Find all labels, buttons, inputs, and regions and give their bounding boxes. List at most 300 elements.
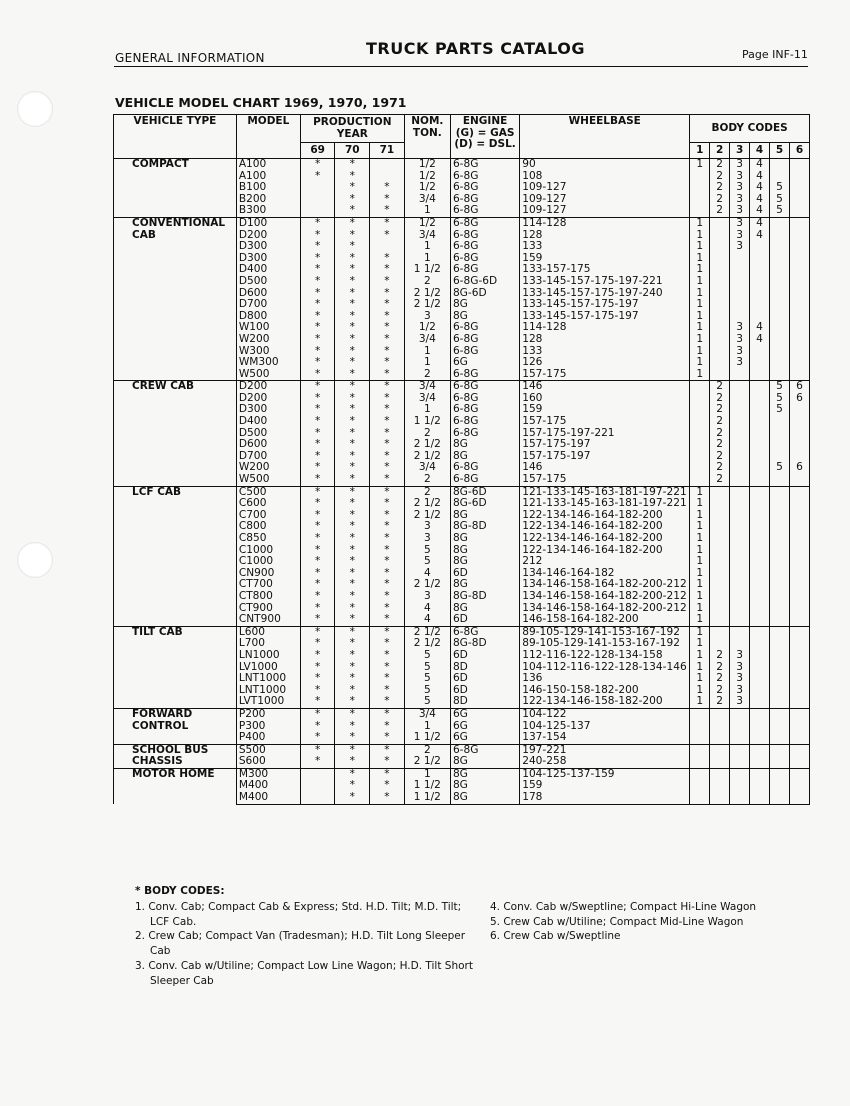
engine-cell: 6-8G: [450, 428, 519, 440]
c1-cell: 1: [690, 673, 710, 685]
c3-cell: [730, 276, 750, 288]
engine-cell: 8D: [450, 696, 519, 708]
c5-cell: [770, 253, 790, 265]
engine-cell: 8D: [450, 662, 519, 674]
y70-cell: *: [335, 416, 370, 428]
engine-cell: 6-8G: [450, 381, 519, 393]
c4-cell: [750, 299, 770, 311]
y70-cell: *: [335, 462, 370, 474]
c2-cell: [710, 744, 730, 756]
y70-cell: *: [335, 756, 370, 768]
c5-cell: [770, 756, 790, 768]
c3-cell: [730, 780, 750, 792]
model-cell: CT800: [236, 591, 300, 603]
c6-cell: [789, 591, 809, 603]
c4-cell: [750, 264, 770, 276]
c6-cell: [789, 439, 809, 451]
c2-cell: [710, 264, 730, 276]
y71-cell: *: [370, 673, 405, 685]
y70-cell: *: [335, 171, 370, 183]
c6-cell: [789, 182, 809, 194]
c3-cell: [730, 744, 750, 756]
y70-cell: *: [335, 322, 370, 334]
c6-cell: [789, 708, 809, 720]
wb-cell: 122-134-146-164-182-200: [520, 533, 690, 545]
c3-cell: [730, 756, 750, 768]
c2-cell: 2: [710, 194, 730, 206]
y71-cell: *: [370, 439, 405, 451]
binder-hole: [17, 542, 53, 578]
engine-cell: 6D: [450, 685, 519, 697]
wb-cell: 133-145-157-175-197: [520, 299, 690, 311]
c2-cell: 2: [710, 462, 730, 474]
y71-cell: *: [370, 217, 405, 229]
c3-cell: [730, 264, 750, 276]
c5-cell: [770, 416, 790, 428]
engine-cell: 8G: [450, 439, 519, 451]
wb-cell: 133-145-157-175-197: [520, 311, 690, 323]
c6-cell: [789, 756, 809, 768]
c4-cell: 4: [750, 322, 770, 334]
ton-cell: 3/4: [404, 708, 450, 720]
wb-cell: 121-133-145-163-181-197-221: [520, 498, 690, 510]
c5-cell: [770, 322, 790, 334]
c1-cell: 1: [690, 486, 710, 498]
ton-cell: 2: [404, 369, 450, 381]
y69-cell: *: [300, 439, 335, 451]
c4-cell: [750, 428, 770, 440]
c3-cell: [730, 439, 750, 451]
c5-cell: 5: [770, 194, 790, 206]
y69-cell: [300, 205, 335, 217]
c2-cell: 2: [710, 673, 730, 685]
note-item: 5. Crew Cab w/Utiline; Compact Mid-Line Wagon: [490, 915, 744, 928]
c4-cell: [750, 533, 770, 545]
c1-cell: [690, 756, 710, 768]
model-cell: W500: [236, 474, 300, 486]
c6-cell: [789, 474, 809, 486]
c4-cell: [750, 591, 770, 603]
c5-cell: [770, 474, 790, 486]
engine-cell: 8G: [450, 299, 519, 311]
model-cell: C1000: [236, 556, 300, 568]
y69-cell: [300, 792, 335, 804]
c6-cell: [789, 780, 809, 792]
c2-cell: [710, 521, 730, 533]
y71-cell: *: [370, 650, 405, 662]
y71-cell: *: [370, 288, 405, 300]
y71-cell: *: [370, 311, 405, 323]
c5-cell: [770, 556, 790, 568]
c2-cell: [710, 230, 730, 242]
y70-cell: *: [335, 545, 370, 557]
c1-cell: [690, 439, 710, 451]
y70-cell: *: [335, 451, 370, 463]
y71-cell: *: [370, 626, 405, 638]
model-cell: LVT1000: [236, 696, 300, 708]
wb-cell: 133: [520, 346, 690, 358]
y69-cell: *: [300, 486, 335, 498]
c5-cell: 5: [770, 462, 790, 474]
c1-cell: [690, 381, 710, 393]
y69-cell: *: [300, 230, 335, 242]
ton-cell: 1: [404, 721, 450, 733]
y71-cell: *: [370, 768, 405, 780]
c6-cell: [789, 276, 809, 288]
c6-cell: [789, 428, 809, 440]
c4-cell: [750, 579, 770, 591]
c3-cell: [730, 568, 750, 580]
c3-cell: [730, 626, 750, 638]
c1-cell: 1: [690, 498, 710, 510]
c1-cell: 1: [690, 264, 710, 276]
c1-cell: [690, 474, 710, 486]
y69-cell: *: [300, 673, 335, 685]
c4-cell: [750, 780, 770, 792]
c2-cell: [710, 217, 730, 229]
c4-cell: 4: [750, 205, 770, 217]
ton-cell: 1: [404, 253, 450, 265]
y70-cell: *: [335, 556, 370, 568]
y71-cell: *: [370, 205, 405, 217]
y69-cell: *: [300, 288, 335, 300]
c5-cell: 5: [770, 182, 790, 194]
binder-hole: [17, 91, 53, 127]
c2-cell: 2: [710, 428, 730, 440]
engine-cell: 6-8G: [450, 194, 519, 206]
y71-cell: *: [370, 614, 405, 626]
wb-cell: 133-145-157-175-197-240: [520, 288, 690, 300]
ton-cell: 5: [404, 650, 450, 662]
model-cell: W100: [236, 322, 300, 334]
wb-cell: 136: [520, 673, 690, 685]
y70-cell: *: [335, 744, 370, 756]
engine-cell: 8G-8D: [450, 638, 519, 650]
c6-cell: [789, 533, 809, 545]
c4-cell: [750, 416, 770, 428]
c6-cell: [789, 194, 809, 206]
c4-cell: [750, 768, 770, 780]
y69-cell: *: [300, 744, 335, 756]
y69-cell: *: [300, 322, 335, 334]
ton-cell: 3/4: [404, 381, 450, 393]
wb-cell: 122-134-146-164-182-200: [520, 545, 690, 557]
c1-cell: 1: [690, 638, 710, 650]
ton-cell: 5: [404, 662, 450, 674]
c5-cell: [770, 792, 790, 804]
c4-cell: [750, 638, 770, 650]
ton-cell: 3: [404, 521, 450, 533]
c4-cell: 4: [750, 334, 770, 346]
wb-cell: 159: [520, 253, 690, 265]
c4-cell: [750, 792, 770, 804]
c6-cell: [789, 369, 809, 381]
wb-cell: 112-116-122-128-134-158: [520, 650, 690, 662]
y71-cell: *: [370, 381, 405, 393]
engine-cell: 6-8G: [450, 369, 519, 381]
header-body-codes: BODY CODES: [690, 115, 810, 143]
c1-cell: [690, 708, 710, 720]
c2-cell: 2: [710, 696, 730, 708]
engine-cell: 6-8G: [450, 159, 519, 171]
wb-cell: 104-122: [520, 708, 690, 720]
c3-cell: 3: [730, 346, 750, 358]
header-wheelbase: WHEELBASE: [520, 115, 690, 159]
c3-cell: [730, 603, 750, 615]
c6-cell: [789, 322, 809, 334]
c5-cell: [770, 241, 790, 253]
c5-cell: [770, 626, 790, 638]
c1-cell: 1: [690, 614, 710, 626]
c3-cell: [730, 428, 750, 440]
ton-cell: 4: [404, 568, 450, 580]
c4-cell: [750, 568, 770, 580]
c5-cell: [770, 732, 790, 744]
c2-cell: 2: [710, 650, 730, 662]
model-cell: LNT1000: [236, 673, 300, 685]
c5-cell: [770, 603, 790, 615]
c4-cell: [750, 732, 770, 744]
ton-cell: 3: [404, 311, 450, 323]
header-code-2: 2: [710, 143, 730, 159]
y69-cell: *: [300, 416, 335, 428]
wb-cell: 104-112-116-122-128-134-146: [520, 662, 690, 674]
y70-cell: *: [335, 780, 370, 792]
c4-cell: 4: [750, 159, 770, 171]
c3-cell: 3: [730, 241, 750, 253]
c5-cell: [770, 230, 790, 242]
ton-cell: 1 1/2: [404, 416, 450, 428]
wb-cell: 157-175: [520, 416, 690, 428]
c4-cell: [750, 662, 770, 674]
c3-cell: [730, 556, 750, 568]
model-cell: L700: [236, 638, 300, 650]
y70-cell: *: [335, 357, 370, 369]
engine-cell: 6D: [450, 614, 519, 626]
c2-cell: [710, 708, 730, 720]
y71-cell: *: [370, 662, 405, 674]
y71-cell: *: [370, 556, 405, 568]
ton-cell: 4: [404, 603, 450, 615]
chart-title: VEHICLE MODEL CHART 1969, 1970, 1971: [115, 95, 407, 110]
y69-cell: *: [300, 591, 335, 603]
engine-cell: 8G: [450, 603, 519, 615]
c3-cell: [730, 381, 750, 393]
wb-cell: 134-146-158-164-182-200-212: [520, 579, 690, 591]
c3-cell: 3: [730, 159, 750, 171]
c4-cell: [750, 510, 770, 522]
header-year-71: 71: [370, 143, 405, 159]
model-cell: A100: [236, 159, 300, 171]
y70-cell: *: [335, 159, 370, 171]
y70-cell: *: [335, 521, 370, 533]
c5-cell: 5: [770, 393, 790, 405]
c4-cell: [750, 381, 770, 393]
ton-cell: 5: [404, 696, 450, 708]
y69-cell: *: [300, 171, 335, 183]
c6-cell: [789, 614, 809, 626]
page-number: Page INF-11: [742, 48, 808, 61]
wb-cell: 109-127: [520, 194, 690, 206]
y71-cell: *: [370, 230, 405, 242]
c1-cell: 1: [690, 685, 710, 697]
c2-cell: 2: [710, 685, 730, 697]
model-cell: A100: [236, 171, 300, 183]
c5-cell: [770, 486, 790, 498]
c5-cell: [770, 510, 790, 522]
y71-cell: *: [370, 299, 405, 311]
c3-cell: [730, 416, 750, 428]
y69-cell: *: [300, 579, 335, 591]
c1-cell: [690, 721, 710, 733]
ton-cell: 1: [404, 357, 450, 369]
c6-cell: [789, 568, 809, 580]
c5-cell: [770, 521, 790, 533]
model-cell: C1000: [236, 545, 300, 557]
y70-cell: *: [335, 428, 370, 440]
c4-cell: [750, 556, 770, 568]
c2-cell: [710, 780, 730, 792]
y71-cell: *: [370, 708, 405, 720]
c4-cell: 4: [750, 217, 770, 229]
vehicle-type-cell: MOTOR HOME: [114, 768, 237, 804]
y69-cell: *: [300, 614, 335, 626]
c5-cell: [770, 568, 790, 580]
y70-cell: *: [335, 253, 370, 265]
c1-cell: 1: [690, 591, 710, 603]
c5-cell: [770, 696, 790, 708]
c6-cell: [789, 579, 809, 591]
c2-cell: [710, 288, 730, 300]
y69-cell: [300, 194, 335, 206]
y71-cell: *: [370, 603, 405, 615]
y71-cell: *: [370, 486, 405, 498]
wb-cell: 146: [520, 462, 690, 474]
y71-cell: *: [370, 334, 405, 346]
c4-cell: [750, 346, 770, 358]
y70-cell: *: [335, 217, 370, 229]
c6-cell: [789, 264, 809, 276]
c3-cell: 3: [730, 322, 750, 334]
y70-cell: *: [335, 510, 370, 522]
c6-cell: [789, 230, 809, 242]
y69-cell: *: [300, 556, 335, 568]
c3-cell: [730, 451, 750, 463]
y71-cell: *: [370, 780, 405, 792]
ton-cell: 1: [404, 346, 450, 358]
y69-cell: *: [300, 346, 335, 358]
c1-cell: 1: [690, 510, 710, 522]
y71-cell: *: [370, 756, 405, 768]
ton-cell: 2 1/2: [404, 510, 450, 522]
c3-cell: [730, 521, 750, 533]
y69-cell: *: [300, 357, 335, 369]
c6-cell: [789, 346, 809, 358]
c1-cell: 1: [690, 241, 710, 253]
ton-cell: 3/4: [404, 194, 450, 206]
wb-cell: 128: [520, 230, 690, 242]
c2-cell: [710, 603, 730, 615]
model-cell: C600: [236, 498, 300, 510]
c1-cell: 1: [690, 369, 710, 381]
y71-cell: *: [370, 685, 405, 697]
y69-cell: [300, 182, 335, 194]
y69-cell: [300, 780, 335, 792]
ton-cell: 3/4: [404, 334, 450, 346]
c4-cell: [750, 393, 770, 405]
ton-cell: 1 1/2: [404, 792, 450, 804]
engine-cell: 8G-6D: [450, 288, 519, 300]
y70-cell: *: [335, 568, 370, 580]
c1-cell: [690, 451, 710, 463]
c3-cell: [730, 393, 750, 405]
y70-cell: *: [335, 685, 370, 697]
c3-cell: 3: [730, 334, 750, 346]
ton-cell: 1: [404, 241, 450, 253]
y71-cell: *: [370, 792, 405, 804]
c5-cell: [770, 673, 790, 685]
y71-cell: *: [370, 591, 405, 603]
wb-cell: 157-175-197-221: [520, 428, 690, 440]
c3-cell: [730, 732, 750, 744]
engine-cell: 6-8G: [450, 474, 519, 486]
ton-cell: 1: [404, 205, 450, 217]
ton-cell: 2 1/2: [404, 451, 450, 463]
y69-cell: *: [300, 650, 335, 662]
c3-cell: [730, 462, 750, 474]
c2-cell: [710, 253, 730, 265]
c6-cell: [789, 673, 809, 685]
wb-cell: 157-175: [520, 474, 690, 486]
c2-cell: [710, 299, 730, 311]
c2-cell: 2: [710, 439, 730, 451]
c2-cell: [710, 756, 730, 768]
model-cell: M400: [236, 792, 300, 804]
c4-cell: 4: [750, 171, 770, 183]
y69-cell: *: [300, 662, 335, 674]
y70-cell: *: [335, 276, 370, 288]
ton-cell: 2: [404, 276, 450, 288]
c5-cell: [770, 533, 790, 545]
y70-cell: *: [335, 626, 370, 638]
c6-cell: [789, 521, 809, 533]
y70-cell: *: [335, 346, 370, 358]
c3-cell: 3: [730, 182, 750, 194]
y71-cell: *: [370, 264, 405, 276]
c5-cell: [770, 708, 790, 720]
y69-cell: *: [300, 369, 335, 381]
c1-cell: [690, 404, 710, 416]
y69-cell: *: [300, 510, 335, 522]
c6-cell: [789, 510, 809, 522]
y69-cell: *: [300, 685, 335, 697]
c6-cell: [789, 334, 809, 346]
y70-cell: *: [335, 404, 370, 416]
c2-cell: [710, 721, 730, 733]
header-code-5: 5: [770, 143, 790, 159]
header-rule: [114, 66, 808, 67]
vehicle-type-cell: LCF CAB: [114, 486, 237, 626]
c6-cell: [789, 311, 809, 323]
y71-cell: *: [370, 393, 405, 405]
model-cell: B300: [236, 205, 300, 217]
c2-cell: [710, 768, 730, 780]
y71-cell: *: [370, 510, 405, 522]
engine-cell: 6-8G: [450, 264, 519, 276]
c5-cell: [770, 369, 790, 381]
engine-cell: 8G: [450, 533, 519, 545]
c5-cell: [770, 545, 790, 557]
